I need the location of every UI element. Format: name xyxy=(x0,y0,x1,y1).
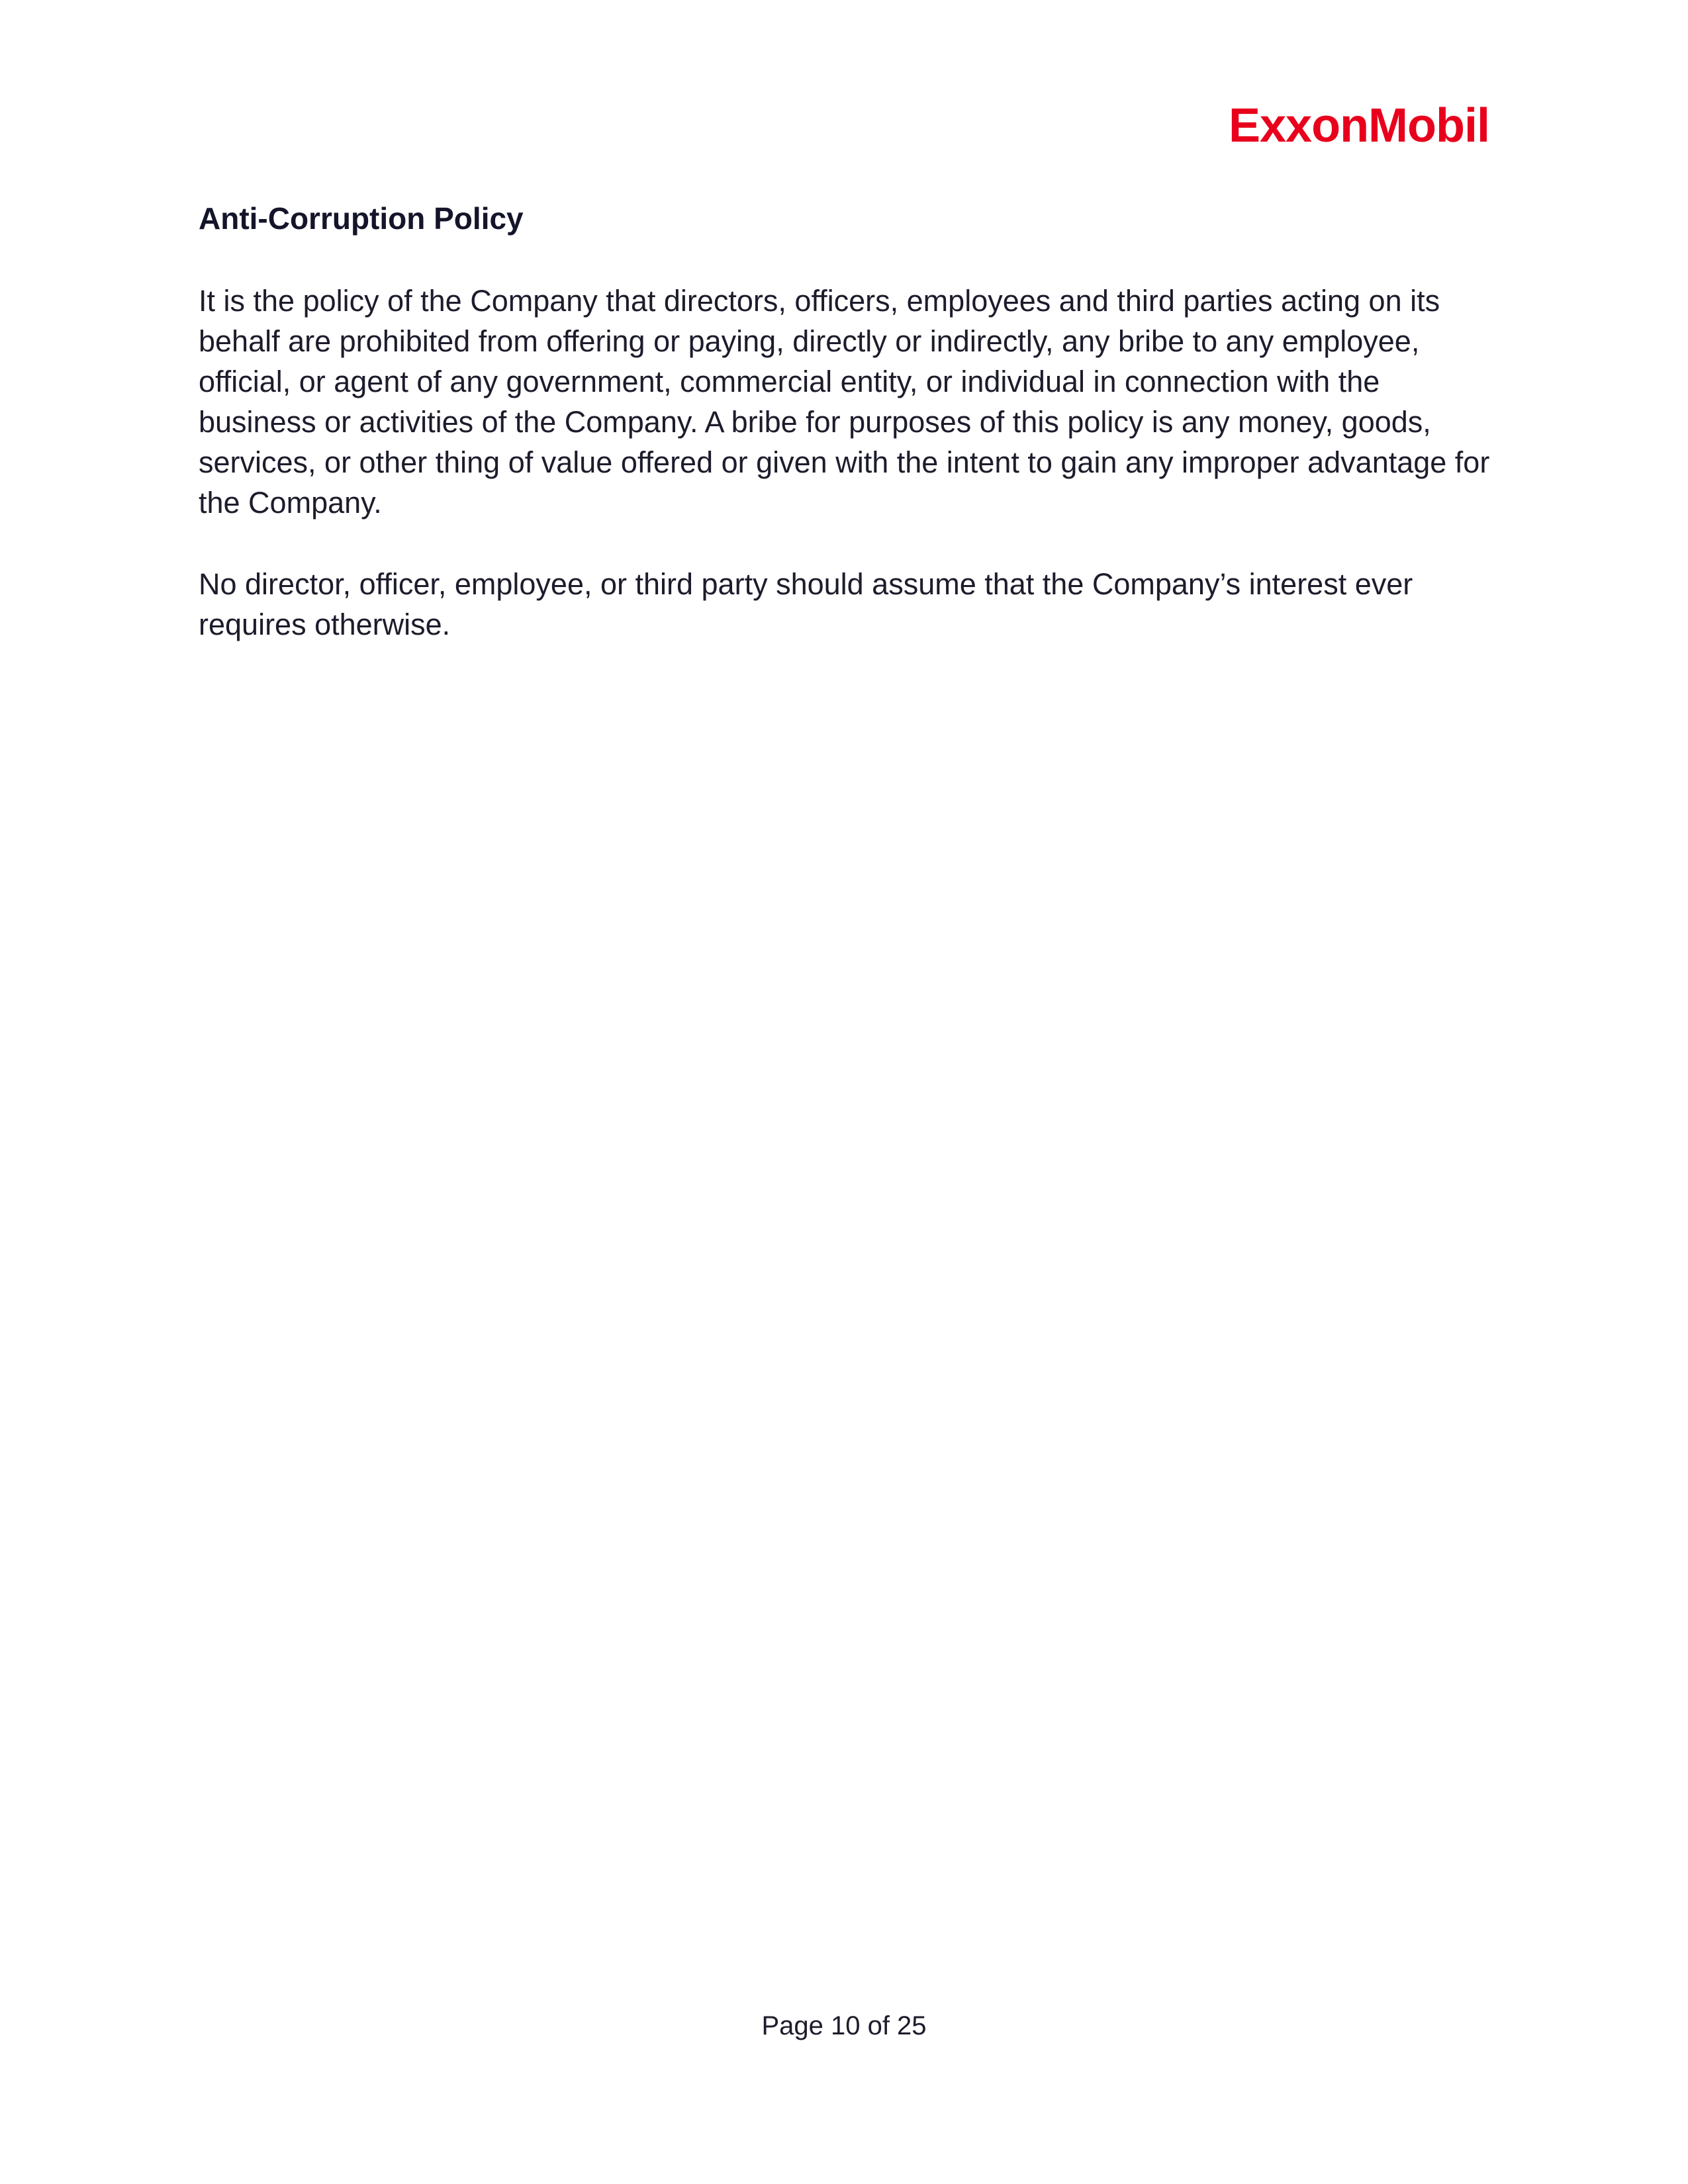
policy-paragraph-2: No director, officer, employee, or third party should assume that the Company’s interest ever requires otherwise. xyxy=(199,567,1413,641)
policy-paragraph-1: It is the policy of the Company that directors, officers, employees and third parties acting on its behalf are prohibited from offering or paying, directly or indirectly, any bribe to any employee, official, or agent of any government, commercial entity, or individual in connection with the business or activities of the Company. A bribe for purposes of this policy is any money, goods, services, or other thing of value offered or given with the intent to gain any improper advantage for the Company. xyxy=(199,284,1490,520)
logo-wordmark: ExxonMobil xyxy=(1228,99,1489,152)
exxonmobil-logo xyxy=(1230,93,1489,159)
page-title: Anti-Corruption Policy xyxy=(199,201,524,236)
page-number: Page 10 of 25 xyxy=(761,2011,927,2040)
